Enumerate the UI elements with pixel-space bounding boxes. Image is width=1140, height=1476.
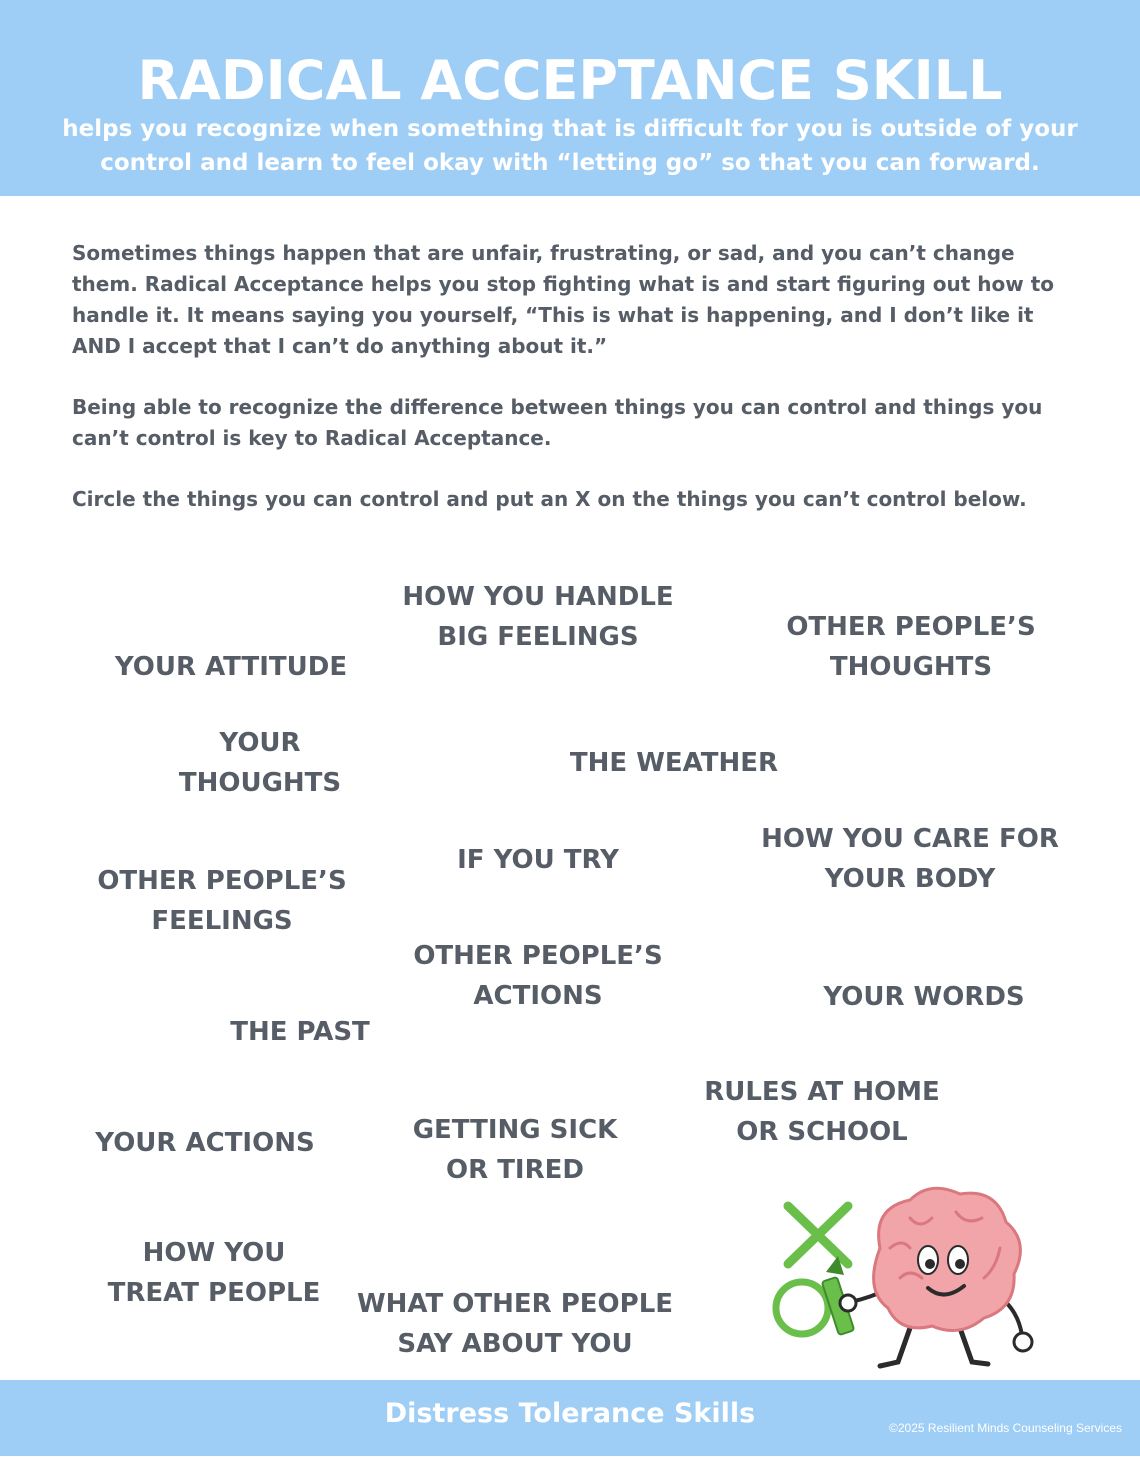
item-the-weather: THE WEATHER: [569, 748, 779, 778]
item-how-you-handle-big-feelings: HOW YOU HANDLE BIG FEELINGS: [402, 582, 674, 652]
item-how-you-treat-people: HOW YOU TREAT PEOPLE: [107, 1238, 321, 1308]
item-getting-sick-or-tired: GETTING SICK OR TIRED: [412, 1115, 618, 1185]
key-paragraph: Being able to recognize the difference between things you can control and things you can’t control is key to Radical Acceptance.: [72, 395, 1043, 450]
item-other-peoples-actions: OTHER PEOPLE’S ACTIONS: [413, 941, 663, 1011]
item-how-you-care-for-your-body: HOW YOU CARE FOR YOUR BODY: [761, 824, 1059, 894]
item-the-past: THE PAST: [230, 1017, 370, 1047]
x-mark-icon: [788, 1206, 848, 1264]
header-banner: [0, 0, 1140, 196]
circle-mark-icon: [776, 1282, 828, 1334]
footer-title: Distress Tolerance Skills: [384, 1398, 756, 1429]
page-subtitle: helps you recognize when something that is difficult for you is outside of your control and learn to feel okay with “letting go” so that you can forward.: [62, 116, 1078, 176]
intro-paragraph: Sometimes things happen that are unfair, frustrating, or sad, and you can’t change them. Radical Acceptance helps you stop fighting what is and start figuring out how to handle it. It means saying you yourself, “This is what is happening, and I don’t like it AND I accept that I can’t do anything about it.”: [72, 241, 1055, 358]
item-rules-at-home-or-school: RULES AT HOME OR SCHOOL: [704, 1077, 940, 1147]
item-other-peoples-thoughts: OTHER PEOPLE’S THOUGHTS: [786, 612, 1036, 682]
item-your-actions: YOUR ACTIONS: [95, 1128, 315, 1158]
instruction-text: Circle the things you can control and put an X on the things you can’t control below.: [72, 487, 1027, 511]
copyright-text: ©2025 Resilient Minds Counseling Services: [889, 1421, 1122, 1435]
brain-mascot-icon: [840, 1188, 1032, 1366]
item-other-peoples-feelings: OTHER PEOPLE’S FEELINGS: [97, 866, 347, 936]
brain-mascot-illustration: [760, 1178, 1060, 1378]
item-your-attitude: YOUR ATTITUDE: [114, 652, 348, 682]
item-what-other-people-say: WHAT OTHER PEOPLE SAY ABOUT YOU: [356, 1289, 674, 1359]
item-your-thoughts: YOUR THOUGHTS: [178, 728, 342, 798]
item-if-you-try: IF YOU TRY: [457, 845, 619, 875]
item-your-words: YOUR WORDS: [823, 982, 1025, 1012]
footer-banner: [0, 1380, 1140, 1456]
page-title: RADICAL ACCEPTANCE SKILL: [137, 49, 1003, 112]
